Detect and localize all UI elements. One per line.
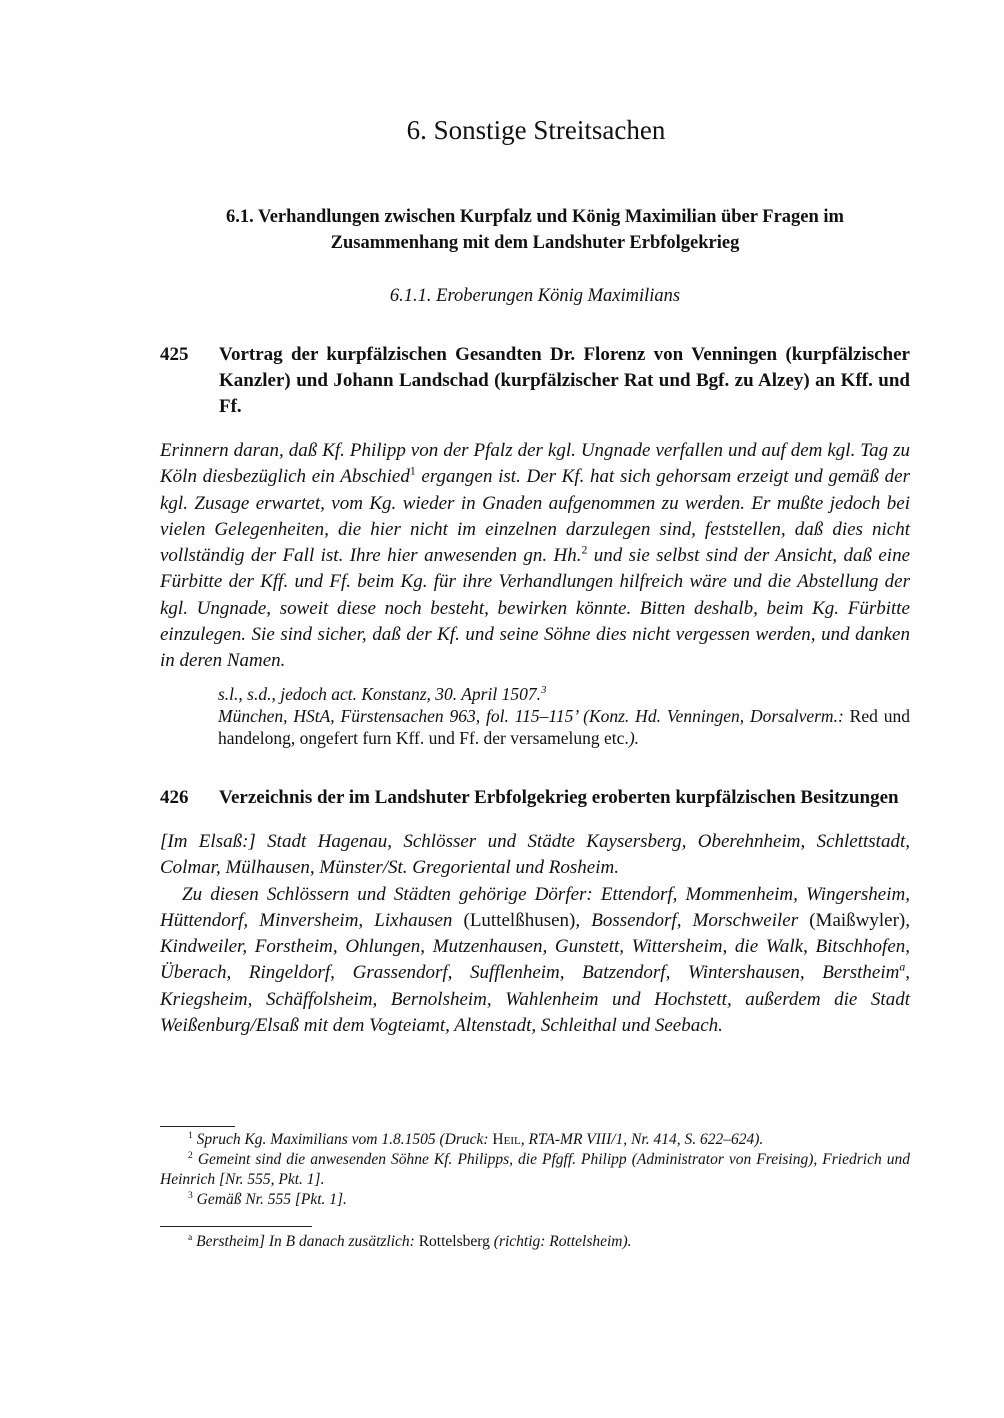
dorsal-quote: Red und handelong, ongefert furn Kff. und Ff. der versamelung etc. [218, 705, 910, 748]
footnote-ref-3[interactable]: 3 [540, 683, 547, 696]
entry-number: 425 [160, 344, 189, 365]
place-list: , Kindweiler, Forstheim, Ohlungen, Mutzenhausen, Gunstett, Wittersheim, die Walk, Bitschhofen, Überach, Ringeldorf, Grassendorf, Sufflenheim, Batzendorf, Wintershausen, Berstheim [160, 909, 910, 984]
footnote-mark: 2 [188, 1149, 193, 1161]
footnote-mark: 1 [188, 1129, 193, 1141]
entry-title: Verzeichnis der im Landshuter Erbfolgekrieg eroberten kurpfälzischen Besitzungen [219, 787, 899, 808]
footnote-text: Spruch Kg. Maximilians vom 1.8.1505 (Druck: [196, 1131, 493, 1148]
subsection-title: 6.1.1. Eroberungen König Maximilians [389, 286, 681, 306]
variant-note-ref-a[interactable]: a [899, 961, 906, 975]
section-title [160, 204, 910, 256]
entry-number: 426 [160, 787, 189, 808]
place-list: Zu diesen Schlössern und Städten gehörige Dörfer: Ettendorf, Mommenheim, Wingersheim, Hüttendorf, Minversheim, Lixhausen [160, 883, 910, 931]
date-line [218, 683, 910, 705]
chapter-title: 6. Sonstige Streitsachen [406, 115, 666, 145]
author-name: Heil [492, 1131, 521, 1148]
entry-425-metadata [218, 683, 910, 749]
variant-text: Berstheim] In B danach zusätzlich: [196, 1233, 419, 1250]
entry-426-heading [160, 785, 910, 811]
entry-title: Vortrag der kurpfälzischen Gesandten Dr. Florenz von Venningen (kurpfälzischer Kanzler) und Johann Landschad (kurpfälzischer Rat und Bgf. zu Alzey) an Kff. und Ff. [219, 344, 910, 417]
footnote-1 [160, 1130, 910, 1150]
source-text: München, HStA, Fürstensachen 963, fol. 115–115’ (Konz. Hd. Venningen, Dorsalverm.: [218, 705, 850, 726]
variant-note-a [160, 1232, 910, 1252]
entry-426-paragraph-2 [160, 882, 910, 1040]
footnote-mark: 3 [188, 1189, 193, 1201]
section-title-line-1: 6.1. Verhandlungen zwischen Kurpfalz und König Maximilian über Fragen im [226, 207, 844, 227]
variant-separator [160, 1226, 312, 1227]
section-title-line-2: Zusammenhang mit dem Landshuter Erbfolgekrieg [330, 233, 740, 253]
variant-notes [160, 1232, 910, 1252]
footnote-separator [160, 1126, 235, 1127]
footnote-text: Gemeint sind die anwesenden Söhne Kf. Philipps, die Pfgff. Philipp (Administrator von Freising), Friedrich und Heinrich [Nr. 555, Pkt. 1]. [160, 1151, 910, 1188]
entry-425-heading [160, 342, 910, 420]
original-spelling: (Luttelßhusen) [463, 909, 576, 931]
place-list: , Bossendorf, Morschweiler [575, 909, 810, 931]
variant-mark: a [188, 1231, 193, 1243]
summary-text: und sie selbst sind der Ansicht, daß eine Fürbitte der Kff. und Ff. beim Kg. für ihre Verhandlungen hilfreich wäre und die Abstellung der kgl. Ungnade, soweit diese noch besteht, bewirken könnte. Bitten deshalb, beim Kg. Fürbitte einzulegen. Sie sind sicher, daß der Kf. und seine Söhne dies nicht vergessen werden, und danken in deren Namen. [160, 545, 910, 672]
entry-426 [160, 785, 910, 1039]
footnote-2 [160, 1150, 910, 1190]
source-close: ). [628, 727, 640, 748]
variant-reading: Rottelsberg [418, 1233, 490, 1250]
original-spelling: (Maißwyler) [809, 909, 906, 931]
footnote-ref-1[interactable]: 1 [409, 464, 416, 478]
source-line [218, 705, 910, 749]
footnote-ref-2[interactable]: 2 [581, 543, 588, 557]
footnote-3 [160, 1190, 910, 1210]
variant-text: (richtig: Rottelsheim). [489, 1233, 632, 1250]
summary-text: ergangen ist. Der Kf. hat sich gehorsam erzeigt und gemäß der kgl. Zusage erwartet, vom Kg. wieder in Gnaden aufgenommen zu werden. Er mußte jedoch bei vielen Gelegenheiten, die hier nicht im einzelnen darzulegen sind, feststellen, daß dies nicht vollständig der Fall ist. Ihre hier anwesenden gn. Hh. [160, 466, 910, 567]
footnotes [160, 1130, 910, 1210]
entry-426-paragraph-1: [Im Elsaß:] Stadt Hagenau, Schlösser und Städte Kaysersberg, Oberehnheim, Schlettstadt, Colmar, Mülhausen, Münster/St. Gregoriental und Rosheim. [160, 831, 910, 879]
summary-text: Erinnern daran, daß Kf. Philipp von der Pfalz der kgl. Ungnade verfallen und auf dem kgl. Tag zu Köln diesbezüglich ein Abschied [160, 440, 910, 488]
entry-425-summary [160, 438, 910, 675]
footnote-text: , RTA-MR VIII/1, Nr. 414, S. 622–624). [520, 1131, 764, 1148]
footnote-text: Gemäß Nr. 555 [Pkt. 1]. [196, 1191, 347, 1208]
date-text: s.l., s.d., jedoch act. Konstanz, 30. April 1507. [218, 683, 541, 704]
entry-425 [160, 342, 910, 749]
place-list: , Kriegsheim, Schäffolsheim, Bernolsheim, Wahlenheim und Hochstett, außerdem die Stadt Weißenburg/Elsaß mit dem Vogteiamt, Altenstadt, Schleithal und Seebach. [160, 962, 910, 1037]
